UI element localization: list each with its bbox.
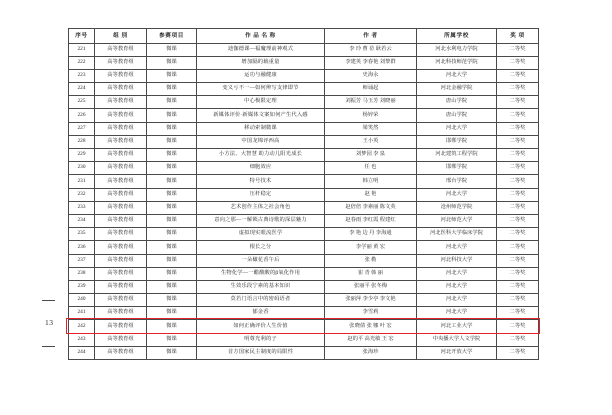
cell-title: 迪伽德课—福魔理前神观式 (197, 43, 325, 56)
table-row (69, 43, 539, 56)
cell-seq: 233 (69, 201, 95, 214)
cell-author: 赵春雨 李红霞 程建红 (325, 214, 417, 227)
cell-title: 小方法、大智慧 助力动儿阳光成长 (197, 149, 325, 162)
cell-group: 高等教育组 (95, 175, 147, 188)
award-table (68, 28, 539, 360)
cell-seq: 237 (69, 254, 95, 267)
cell-title: 特号技术 (197, 175, 325, 188)
cell-school: 河北水利电力学院 (417, 43, 497, 56)
cell-seq: 224 (69, 83, 95, 96)
cell-author: 张丽萍 李少亭 李文艳 (325, 294, 417, 307)
cell-title: 运功与融健康 (197, 69, 325, 82)
cell-award: 二等奖 (497, 43, 539, 56)
marker-dash-top (42, 300, 55, 301)
cell-group: 高等教育组 (95, 267, 147, 280)
cell-item: 微课 (147, 307, 197, 320)
cell-author: 张 勒 (325, 254, 417, 267)
cell-school: 河北大学 (417, 241, 497, 254)
cell-group: 高等教育组 (95, 69, 147, 82)
cell-item: 微课 (147, 175, 197, 188)
cell-item: 微课 (147, 109, 197, 122)
cell-title: 首方国家民主制度的局限性 (197, 346, 325, 359)
cell-author: 任 也 (325, 162, 417, 175)
table-row (69, 69, 539, 82)
cell-item: 微课 (147, 280, 197, 293)
cell-group: 高等教育组 (95, 43, 147, 56)
cell-seq: 222 (69, 56, 95, 69)
table-row (69, 149, 539, 162)
cell-author: 李 玲 曹 莅 耿若云 (325, 43, 417, 56)
award-table-container (68, 28, 538, 360)
cell-group: 高等教育组 (95, 109, 147, 122)
column-header-group: 组 别 (95, 29, 147, 44)
cell-seq: 235 (69, 228, 95, 241)
cell-item: 微课 (147, 267, 197, 280)
cell-author: 刘梦园 李 泉 (325, 149, 417, 162)
table-row (69, 96, 539, 109)
table-row (69, 162, 539, 175)
cell-item: 微课 (147, 122, 197, 135)
column-header-title: 作 品 名 称 (197, 29, 325, 44)
cell-author: 刘振芳 马玉芳 刘晓丽 (325, 96, 417, 109)
cell-award: 二等奖 (497, 175, 539, 188)
cell-group: 高等教育组 (95, 228, 147, 241)
marker-dash-bottom (42, 346, 55, 347)
cell-seq: 228 (69, 135, 95, 148)
cell-award: 二等奖 (497, 267, 539, 280)
cell-seq: 231 (69, 175, 95, 188)
cell-award: 二等奖 (497, 149, 539, 162)
table-row (69, 228, 539, 241)
cell-group: 高等教育组 (95, 122, 147, 135)
cell-item: 微课 (147, 294, 197, 307)
cell-author: 李雪莉 (325, 307, 417, 320)
cell-award: 二等奖 (497, 201, 539, 214)
cell-title: 生物化学—一醋酸酸的β氧化作用 (197, 267, 325, 280)
cell-title: 一朵橄花香午后 (197, 254, 325, 267)
cell-group: 高等教育组 (95, 241, 147, 254)
cell-award: 二等奖 (497, 241, 539, 254)
cell-school: 河北建筑工程学院 (417, 149, 497, 162)
cell-school: 河北开放大学 (417, 346, 497, 359)
cell-item: 微课 (147, 320, 197, 333)
cell-group: 高等教育组 (95, 254, 147, 267)
cell-school: 邯郸学院 (417, 162, 497, 175)
cell-author: 李建英 李春艳 刘黎群 (325, 56, 417, 69)
cell-award: 二等奖 (497, 280, 539, 293)
cell-school: 河北科技大学 (417, 254, 497, 267)
table-row (69, 214, 539, 227)
cell-author: 师诵起 (325, 83, 417, 96)
cell-award: 二等奖 (497, 135, 539, 148)
cell-school: 河北大学 (417, 122, 497, 135)
table-body (69, 43, 539, 360)
table-row (69, 135, 539, 148)
cell-school: 河北金融学院 (417, 83, 497, 96)
cell-school: 河北工业大学 (417, 320, 497, 333)
table-row (69, 294, 539, 307)
cell-item: 微课 (147, 346, 197, 359)
column-header-seq: 序号 (69, 29, 95, 44)
cell-title: 虚拟现实眼流医学 (197, 228, 325, 241)
cell-award: 二等奖 (497, 228, 539, 241)
page-number-marker (36, 296, 62, 354)
cell-seq: 223 (69, 69, 95, 82)
cell-title: 郁金香 (197, 307, 325, 320)
cell-item: 微课 (147, 56, 197, 69)
cell-group: 高等教育组 (95, 162, 147, 175)
cell-seq: 244 (69, 346, 95, 359)
cell-award: 二等奖 (497, 188, 539, 201)
cell-item: 微课 (147, 43, 197, 56)
table-row (69, 175, 539, 188)
cell-seq: 236 (69, 241, 95, 254)
cell-award: 二等奖 (497, 333, 539, 346)
cell-school: 唐山学院 (417, 96, 497, 109)
cell-author: 张晓倩 张 娜 叶 宏 (325, 320, 417, 333)
cell-title: 中国龙锦评西高 (197, 135, 325, 148)
table-row (69, 122, 539, 135)
cell-author: 王小英 (325, 135, 417, 148)
cell-school: 河北大学 (417, 69, 497, 82)
cell-group: 高等教育组 (95, 333, 147, 346)
cell-school: 河北大学 (417, 188, 497, 201)
cell-item: 微课 (147, 214, 197, 227)
cell-item: 微课 (147, 83, 197, 96)
cell-seq: 227 (69, 122, 95, 135)
cell-title: 变义亏不一—如何辨写支律即节 (197, 83, 325, 96)
cell-school: 河北大学 (417, 307, 497, 320)
cell-group: 高等教育组 (95, 83, 147, 96)
cell-group: 高等教育组 (95, 214, 147, 227)
cell-award: 二等奖 (497, 346, 539, 359)
cell-award: 二等奖 (497, 69, 539, 82)
table-header (69, 29, 539, 44)
table-row (69, 188, 539, 201)
cell-item: 微课 (147, 201, 197, 214)
cell-author: 赵倍倍 李素丽 陈文英 (325, 201, 417, 214)
cell-item: 微课 (147, 135, 197, 148)
table-row (69, 56, 539, 69)
cell-item: 微课 (147, 254, 197, 267)
cell-item: 微课 (147, 162, 197, 175)
cell-group: 高等教育组 (95, 201, 147, 214)
cell-author: 李学丽 黄 宏 (325, 241, 417, 254)
cell-seq: 234 (69, 214, 95, 227)
cell-group: 高等教育组 (95, 346, 147, 359)
cell-school: 河北大学 (417, 267, 497, 280)
cell-seq: 238 (69, 267, 95, 280)
cell-group: 高等教育组 (95, 294, 147, 307)
cell-award: 二等奖 (497, 109, 539, 122)
cell-group: 高等教育组 (95, 188, 147, 201)
cell-group: 高等教育组 (95, 280, 147, 293)
cell-seq: 221 (69, 43, 95, 56)
table-row (69, 83, 539, 96)
cell-seq: 241 (69, 307, 95, 320)
table-row (69, 280, 539, 293)
cell-group: 高等教育组 (95, 56, 147, 69)
cell-award: 二等奖 (497, 214, 539, 227)
cell-title: 生效乐段宁素的基本知识 (197, 280, 325, 293)
cell-item: 微课 (147, 188, 197, 201)
cell-seq: 229 (69, 149, 95, 162)
cell-title: 如何正确评价人生价值 (197, 320, 325, 333)
cell-group: 高等教育组 (95, 135, 147, 148)
cell-title: 细胞效应 (197, 162, 325, 175)
table-row (69, 346, 539, 359)
cell-school: 邢台学院 (417, 175, 497, 188)
table-row (69, 320, 539, 333)
table-row (69, 241, 539, 254)
cell-author: 张丽平 张冬梅 (325, 280, 417, 293)
cell-seq: 239 (69, 280, 95, 293)
cell-award: 二等奖 (497, 83, 539, 96)
table-row (69, 267, 539, 280)
cell-seq: 242 (69, 320, 95, 333)
table-row (69, 254, 539, 267)
cell-school: 河北医科大学临床学院 (417, 228, 497, 241)
cell-title: 艺术创作主体之社会角色 (197, 201, 325, 214)
cell-award: 二等奖 (497, 307, 539, 320)
column-header-school: 所属学校 (417, 29, 497, 44)
cell-item: 微课 (147, 149, 197, 162)
cell-author: 李 艳 边 丹 李海通 (325, 228, 417, 241)
cell-school: 中央播大学人文学院 (417, 333, 497, 346)
column-header-author: 作 者 (325, 29, 417, 44)
cell-school: 河北大学 (417, 280, 497, 293)
cell-title: 增加隔的载重量 (197, 56, 325, 69)
cell-author: 赵 艳 (325, 188, 417, 201)
cell-author: 崔 青 韩 丽 (325, 267, 417, 280)
cell-title: 中心极限定理 (197, 96, 325, 109)
cell-seq: 243 (69, 333, 95, 346)
cell-title: 移动索制微课 (197, 122, 325, 135)
cell-author: 杨锌荣 (325, 109, 417, 122)
cell-group: 高等教育组 (95, 320, 147, 333)
table-row (69, 201, 539, 214)
cell-group: 高等教育组 (95, 96, 147, 109)
table-header-row (69, 29, 539, 44)
cell-seq: 240 (69, 294, 95, 307)
cell-title: 明尊光利的子 (197, 333, 325, 346)
cell-award: 二等奖 (497, 320, 539, 333)
cell-school: 河北大学 (417, 294, 497, 307)
cell-title: 压杆稳定 (197, 188, 325, 201)
cell-award: 二等奖 (497, 96, 539, 109)
cell-item: 微课 (147, 96, 197, 109)
table-row (69, 109, 539, 122)
cell-award: 二等奖 (497, 162, 539, 175)
cell-title: 意向之那—一解锁古典诗歌的深层魅力 (197, 214, 325, 227)
cell-seq: 230 (69, 162, 95, 175)
table-row (69, 333, 539, 346)
cell-award: 二等奖 (497, 294, 539, 307)
cell-author: 赵的平 高光敏 王 宏 (325, 333, 417, 346)
cell-item: 微课 (147, 333, 197, 346)
cell-school: 沧州师范学院 (417, 201, 497, 214)
cell-award: 二等奖 (497, 254, 539, 267)
cell-author: 梁笑然 (325, 122, 417, 135)
cell-group: 高等教育组 (95, 149, 147, 162)
cell-seq: 225 (69, 96, 95, 109)
cell-item: 微课 (147, 241, 197, 254)
cell-title: 莫若门语言中的密码语者 (197, 294, 325, 307)
cell-seq: 232 (69, 188, 95, 201)
cell-title: 新媒体评价·新媒体文案如何产生代入感 (197, 109, 325, 122)
cell-school: 唐山学院 (417, 109, 497, 122)
column-header-item: 参赛项目 (147, 29, 197, 44)
cell-school: 河北师范大学 (417, 214, 497, 227)
cell-award: 二等奖 (497, 122, 539, 135)
page-number: 13 (45, 318, 54, 327)
cell-author: 韩立明 (325, 175, 417, 188)
cell-title: 根长之分 (197, 241, 325, 254)
cell-item: 微课 (147, 69, 197, 82)
cell-group: 高等教育组 (95, 307, 147, 320)
cell-school: 河北科技师范学院 (417, 56, 497, 69)
column-header-award: 奖 项 (497, 29, 539, 44)
table-row (69, 307, 539, 320)
cell-item: 微课 (147, 228, 197, 241)
cell-author: 史海永 (325, 69, 417, 82)
cell-author: 张海珍 (325, 346, 417, 359)
cell-award: 二等奖 (497, 56, 539, 69)
cell-seq: 226 (69, 109, 95, 122)
cell-school: 邯郸学院 (417, 135, 497, 148)
